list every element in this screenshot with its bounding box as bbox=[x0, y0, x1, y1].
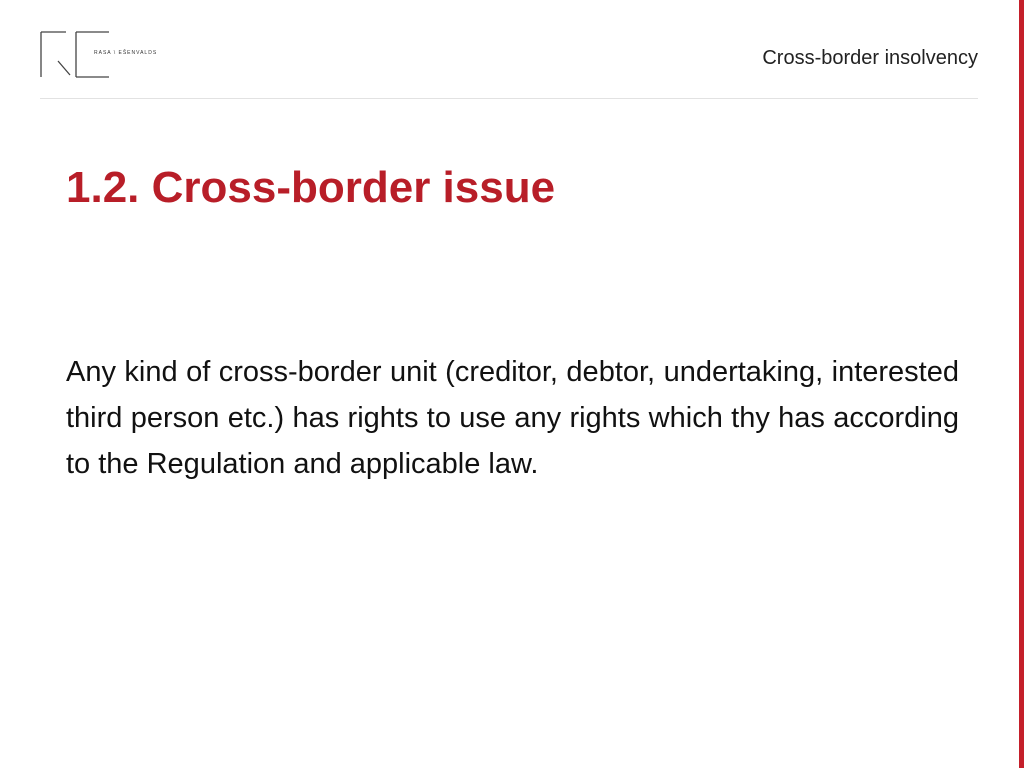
header-divider bbox=[40, 98, 978, 99]
header-title: Cross-border insolvency bbox=[762, 47, 978, 69]
company-logo bbox=[40, 31, 170, 79]
accent-bar bbox=[1019, 0, 1024, 768]
logo-text: RASA \ EŠENVALDS bbox=[94, 50, 158, 56]
slide-body-text: Any kind of cross-border unit (creditor, debtor, undertaking, interested third person etc.) has rights to use any rights which thy has according to the Regulation and applicable law. bbox=[66, 356, 959, 480]
slide-heading: 1.2. Cross-border issue bbox=[66, 163, 556, 212]
